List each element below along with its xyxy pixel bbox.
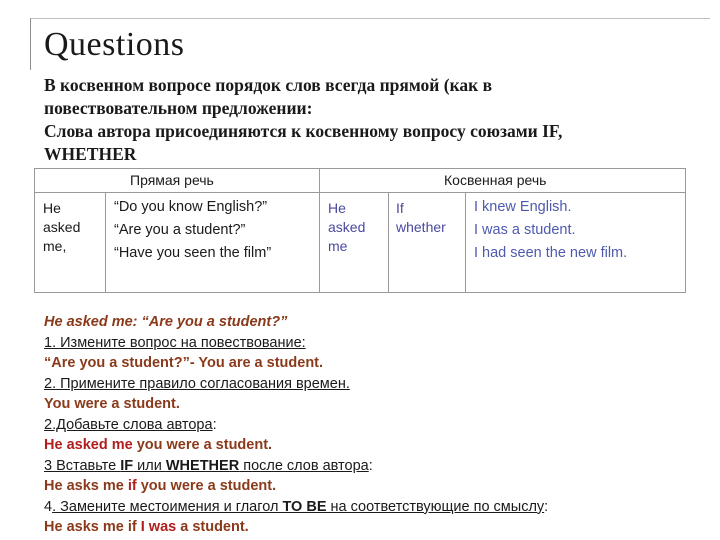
table-col-divider xyxy=(388,192,389,293)
table-header-divider xyxy=(34,192,686,193)
step-4-result: He asks me if you were a student. xyxy=(44,478,277,494)
cell-line: asked xyxy=(43,219,81,235)
cell-line: If xyxy=(396,200,404,216)
step-5-label: 4. Замените местоимения и глагол TO BE на соответствующие по смыслу: xyxy=(44,498,549,515)
direct-questions-cell xyxy=(114,196,271,265)
slide-title: Questions xyxy=(44,26,185,63)
example-line: He asked me: “Are you a student?” xyxy=(44,314,288,330)
intro-line: повествовательном предложении: xyxy=(44,98,313,118)
indirect-clauses-cell xyxy=(474,196,627,265)
step-4-label: 3 Вставьте IF или WHETHER после слов автора: xyxy=(44,457,373,474)
table-border-left xyxy=(34,168,35,293)
cell-line: whether xyxy=(396,219,446,235)
table-col-divider xyxy=(105,192,106,293)
step-5-result: He asks me if I was a student. xyxy=(44,519,249,535)
cell-line: me, xyxy=(43,238,67,254)
cell-line: He xyxy=(43,200,61,216)
intro-line: WHETHER xyxy=(44,144,137,164)
conjunctions-cell xyxy=(396,199,446,237)
intro-rules xyxy=(44,74,684,166)
table-section-divider xyxy=(319,168,320,293)
lesson-steps xyxy=(44,312,704,538)
cell-line: I knew English. xyxy=(474,199,572,215)
step-2-label: 2. Примените правило согласования времен. xyxy=(44,375,350,392)
table-border-bottom xyxy=(34,292,686,293)
direct-author-cell xyxy=(43,199,80,256)
cell-line: I had seen the new film. xyxy=(474,245,628,261)
intro-line: Слова автора присоединяются к косвенному вопросу союзами IF, xyxy=(44,121,563,141)
cell-line: asked xyxy=(328,219,366,235)
top-rule xyxy=(30,18,710,19)
table-col-divider xyxy=(465,192,466,293)
step-3-label: 2.Добавьте слова автора: xyxy=(44,416,217,433)
header-direct-speech: Прямая речь xyxy=(130,172,214,188)
cell-line: “Do you know English?” xyxy=(114,199,268,215)
cell-line: I was a student. xyxy=(474,222,576,238)
table-border-right xyxy=(685,168,686,293)
cell-line: “Are you a student?” xyxy=(114,222,246,238)
speech-table xyxy=(34,168,686,294)
indirect-author-cell xyxy=(328,199,365,256)
intro-line: В косвенном вопросе порядок слов всегда прямой (как в xyxy=(44,75,493,95)
header-indirect-speech: Косвенная речь xyxy=(444,172,547,188)
step-2-result: You were a student. xyxy=(44,396,180,412)
step-1-label: 1. Измените вопрос на повествование: xyxy=(44,334,306,351)
step-3-result: He asked me you were a student. xyxy=(44,437,273,453)
table-border-top xyxy=(34,168,686,169)
cell-line: “Have you seen the film” xyxy=(114,245,272,261)
step-1-result: “Are you a student?”- You are a student. xyxy=(44,355,324,371)
left-accent-bar xyxy=(30,18,31,70)
cell-line: He xyxy=(328,200,346,216)
cell-line: me xyxy=(328,238,348,254)
